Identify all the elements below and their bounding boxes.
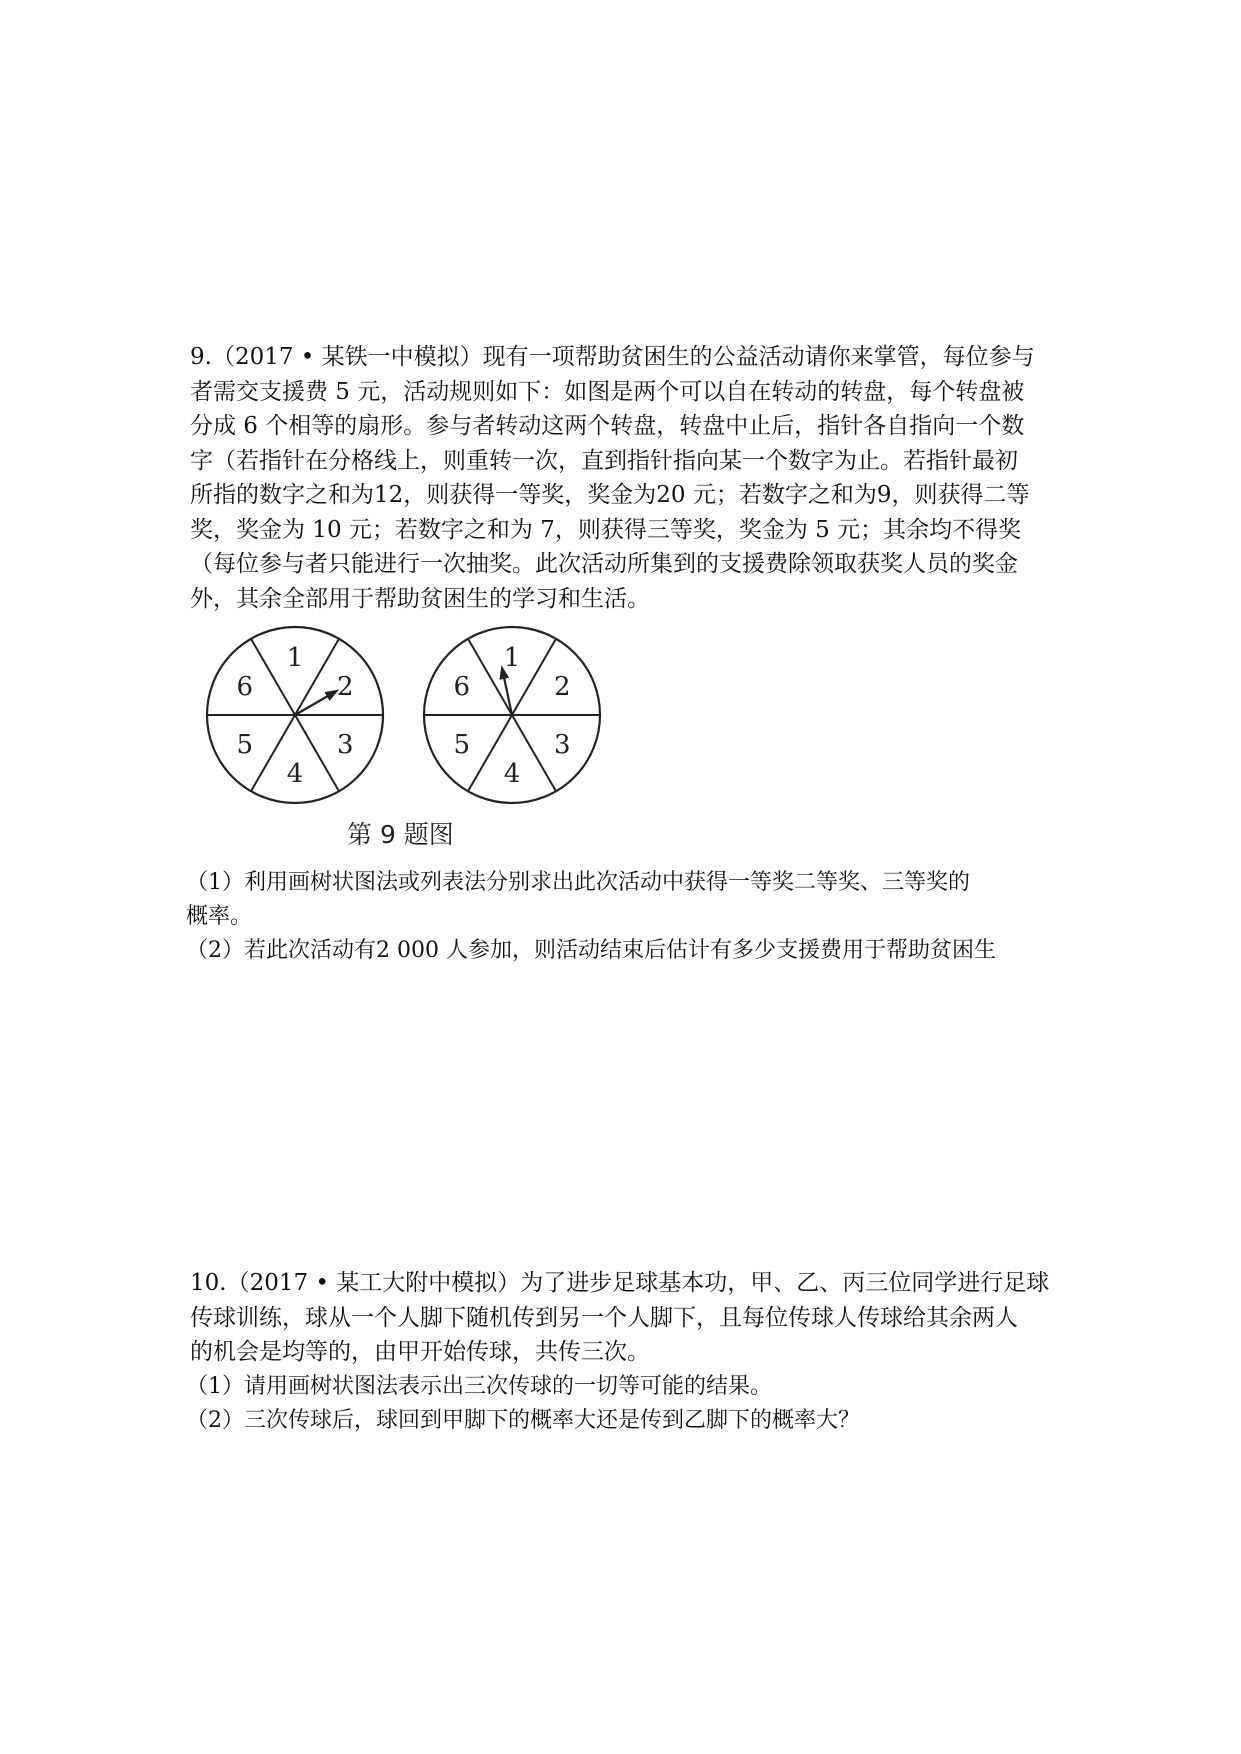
- sector-number-label: 2: [336, 672, 354, 702]
- sector-number-label: 1: [286, 643, 304, 673]
- sector-number-label: 1: [503, 643, 521, 673]
- q9-sub2: （2）若此次活动有2 000 人参加，则活动结束后估计有多少支援费用于帮助贫困生: [186, 938, 996, 963]
- q9-line: 外，其余全部用于帮助贫困生的学习和生活。: [190, 585, 650, 612]
- q9-line: 字（若指针在分格线上，则重转一次，直到指针指向某一个数字为止。若指针最初: [190, 447, 1018, 474]
- sector-number-label: 4: [286, 759, 304, 789]
- q9-sub1-line2: 概率。: [186, 904, 253, 929]
- sector-number-label: 6: [236, 672, 254, 702]
- spinner-wheel-left: [207, 627, 383, 803]
- q9-line: （每位参与者只能进行一次抽奖。此次活动所集到的支援费除领取获奖人员的奖金: [190, 551, 1018, 577]
- q10-line: 10.（2017 • 某工大附中模拟）为了进步足球基本功，甲、乙、丙三位同学进行足球: [190, 1270, 1050, 1296]
- q10-line: 传球训练，球从一个人脚下随机传到另一个人脚下，且每位传球人传球给其余两人: [190, 1304, 1018, 1331]
- figure-caption: 第 9 题图: [347, 820, 454, 849]
- q9-line: 所指的数字之和为12，则获得一等奖，奖金为20 元；若数字之和为9，则获得二等: [190, 482, 1030, 508]
- question-10-text: [190, 1266, 1070, 1370]
- q9-line: 者需交支援费 5 元，活动规则如下：如图是两个可以自在转动的转盘，每个转盘被: [190, 378, 1025, 405]
- q10-line: 的机会是均等的，由甲开始传球，共传三次。: [190, 1339, 650, 1365]
- sector-number-label: 6: [453, 672, 471, 702]
- sector-number-label: 3: [553, 730, 571, 760]
- spinner-wheel-right: [424, 627, 600, 803]
- q9-line: 分成 6 个相等的扇形。参与者转动这两个转盘，转盘中止后，指针各自指向一个数: [190, 413, 1025, 439]
- q10-sub2: （2）三次传球后，球回到甲脚下的概率大还是传到乙脚下的概率大？: [186, 1408, 860, 1433]
- q10-sub1: （1）请用画树状图法表示出三次传球的一切等可能的结果。: [186, 1374, 772, 1399]
- sector-number-label: 3: [336, 730, 354, 760]
- q9-line: 9.（2017 • 某铁一中模拟）现有一项帮助贫困生的公益活动请你来掌管，每位参与: [190, 344, 1035, 370]
- q9-sub1-line1: （1）利用画树状图法或列表法分别求出此次活动中获得一等奖二等奖、三等奖的: [186, 870, 970, 895]
- question-9-text: [190, 340, 1070, 616]
- sector-number-label: 5: [236, 730, 254, 760]
- sector-number-label: 5: [453, 730, 471, 760]
- sector-number-label: 2: [553, 672, 571, 702]
- sector-number-label: 4: [503, 759, 521, 789]
- q9-line: 奖，奖金为 10 元；若数字之和为 7，则获得三等奖，奖金为 5 元；其余均不得奖: [190, 516, 1022, 543]
- spinner-wheels-figure: [200, 625, 620, 805]
